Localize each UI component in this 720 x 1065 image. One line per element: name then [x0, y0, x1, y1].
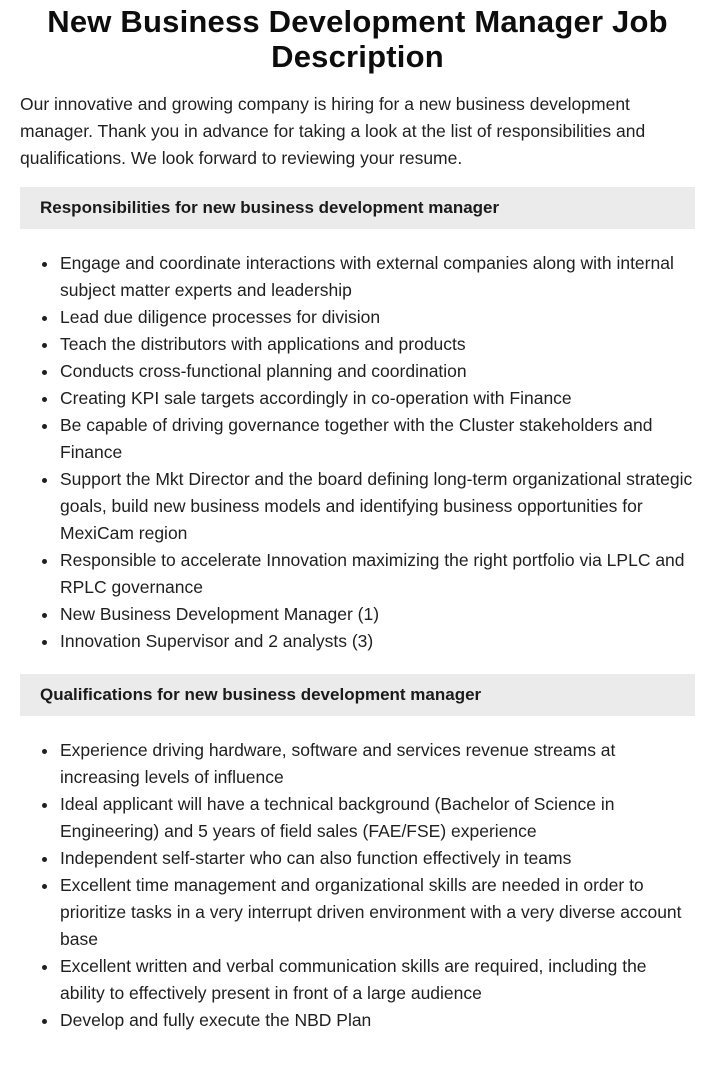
qualifications-list — [20, 737, 695, 1034]
list-item-text: Engage and coordinate interactions with external companies along with internal subject matter experts and leadership — [60, 253, 674, 300]
list-item-text: Experience driving hardware, software and services revenue streams at increasing levels of influence — [60, 740, 616, 787]
bullet-icon — [42, 1019, 47, 1024]
bullet-icon — [42, 965, 47, 970]
list-item-text: Teach the distributors with applications and products — [60, 334, 466, 354]
list-item-text: Independent self-starter who can also function effectively in teams — [60, 848, 572, 868]
list-item — [20, 304, 695, 331]
responsibilities-heading: Responsibilities for new business development manager — [20, 187, 695, 229]
intro-paragraph: Our innovative and growing company is hiring for a new business development manager. Thank you in advance for taking a look at the list of responsibilities and qualifications. We look forward to reviewing your resume. — [20, 94, 646, 168]
list-item-text: Support the Mkt Director and the board defining long-term organizational strategic goals, build new business models and identifying business opportunities for MexiCam region — [60, 469, 693, 543]
list-item — [20, 358, 695, 385]
list-item — [20, 953, 695, 1007]
bullet-icon — [42, 424, 47, 429]
bullet-icon — [42, 559, 47, 564]
list-item-text: Excellent written and verbal communication skills are required, including the ability to effectively present in front of a large audience — [60, 956, 647, 1003]
list-item-text: Excellent time management and organizational skills are needed in order to prioritize tasks in a very interrupt driven environment with a very diverse account base — [60, 875, 682, 949]
list-item-text: Responsible to accelerate Innovation maximizing the right portfolio via LPLC and RPLC governance — [60, 550, 685, 597]
list-item-text: Be capable of driving governance together with the Cluster stakeholders and Finance — [60, 415, 653, 462]
list-item-text: Innovation Supervisor and 2 analysts (3) — [60, 631, 374, 651]
list-item — [20, 331, 695, 358]
list-item-text: Conducts cross-functional planning and coordination — [60, 361, 467, 381]
list-item — [20, 412, 695, 466]
list-item — [20, 791, 695, 845]
bullet-icon — [42, 478, 47, 483]
bullet-icon — [42, 640, 47, 645]
bullet-icon — [42, 749, 47, 754]
list-item-text: Ideal applicant will have a technical background (Bachelor of Science in Engineering) and 5 years of field sales (FAE/FSE) experience — [60, 794, 615, 841]
list-item — [20, 737, 695, 791]
list-item — [20, 601, 695, 628]
list-item — [20, 628, 695, 655]
qualifications-heading: Qualifications for new business development manager — [20, 674, 695, 716]
responsibilities-list — [20, 250, 695, 655]
list-item-text: Creating KPI sale targets accordingly in co-operation with Finance — [60, 388, 572, 408]
list-item-text: Lead due diligence processes for division — [60, 307, 381, 327]
bullet-icon — [42, 343, 47, 348]
bullet-icon — [42, 262, 47, 267]
bullet-icon — [42, 370, 47, 375]
list-item-text: Develop and fully execute the NBD Plan — [60, 1010, 372, 1030]
list-item — [20, 1007, 695, 1034]
list-item — [20, 250, 695, 304]
bullet-icon — [42, 857, 47, 862]
list-item — [20, 845, 695, 872]
bullet-icon — [42, 884, 47, 889]
list-item-text: New Business Development Manager (1) — [60, 604, 380, 624]
list-item — [20, 872, 695, 953]
bullet-icon — [42, 803, 47, 808]
bullet-icon — [42, 613, 47, 618]
list-item — [20, 547, 695, 601]
bullet-icon — [42, 397, 47, 402]
list-item — [20, 466, 695, 547]
page-title: New Business Development Manager Job Description — [47, 4, 668, 74]
list-item — [20, 385, 695, 412]
bullet-icon — [42, 316, 47, 321]
